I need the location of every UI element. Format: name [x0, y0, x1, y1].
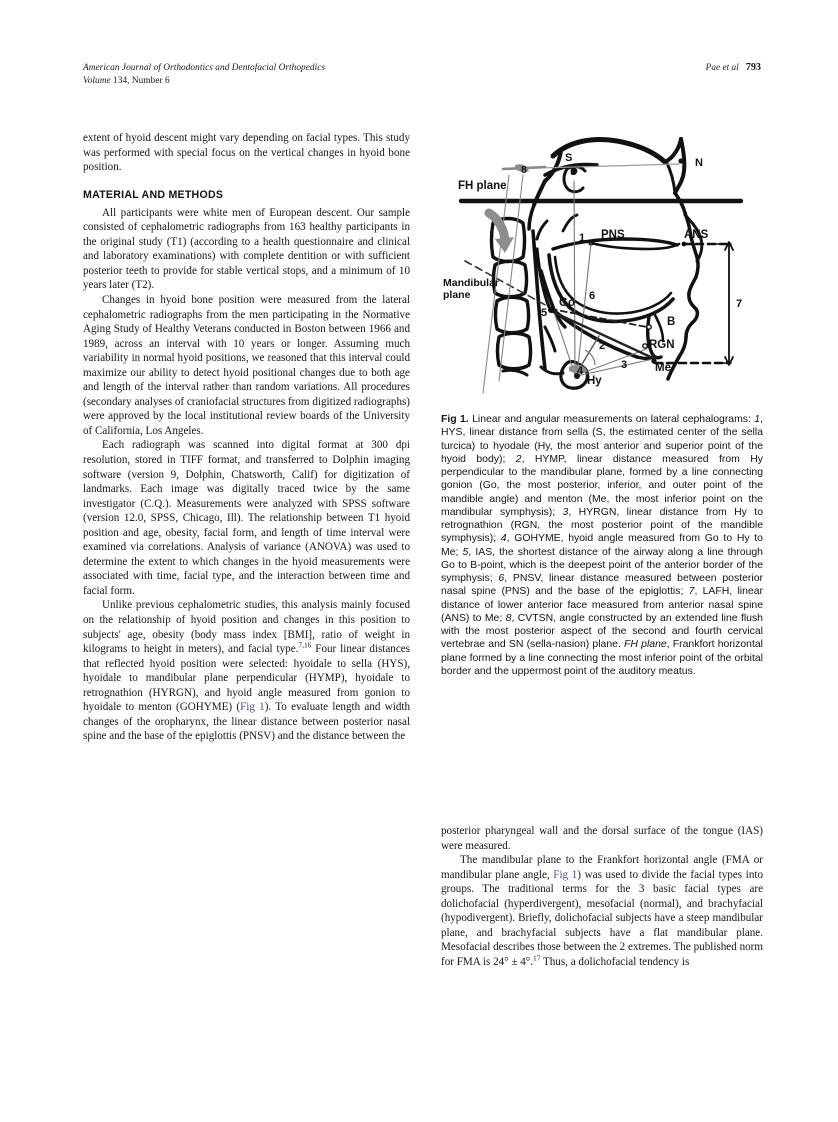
- paragraph-hyoid-changes: Changes in hyoid bone position were measured from the lateral cephalometric radiographs from the men participating in the Normative Aging Study of Healthy Veterans conducted in Boston between 1966 and 1989, across an interval with 10 years or longer. Assuming much variability in normal hyoid positions, we reasoned that this interval could maximize our ability to detect hyoid positional changes due to both age and length of the interval rather than random variations. All procedures (secondary analyses of craniofacial structures from digitized radiographs) were approved by the local institutional review boards of the University of California, Los Angeles.: [83, 293, 410, 437]
- paragraph-pharyngeal: posterior pharyngeal wall and the dorsal surface of the tongue (IAS) were measured.: [441, 825, 763, 852]
- cephalogram-tracing-image: [441, 131, 763, 399]
- volume-number: 134, Number 6: [110, 75, 170, 86]
- diagram-label-num6: 6: [589, 290, 596, 302]
- section-heading-material-and-methods: MATERIAL AND METHODS: [83, 189, 224, 202]
- caption-text-9: , Frankfort horizontal plane formed by a line connecting the most inferior point of the orbital border and the uppermost point of the auditory meatus.: [441, 639, 763, 677]
- diagram-label-gonion: Go: [559, 297, 575, 309]
- caption-num-3: 3: [562, 506, 569, 518]
- author-citation: Pae et al: [705, 63, 739, 73]
- caption-text-6: , PNSV, linear distance measured between posterior nasal spine (PNS) and the base of the epiglottis;: [441, 573, 763, 598]
- caption-fh-plane-italic: FH plane: [624, 639, 667, 651]
- reference-superscript-7-16: 7,16: [298, 640, 312, 650]
- paragraph-measurements: [83, 598, 410, 743]
- diagram-label-nasion: N: [695, 157, 703, 169]
- diagram-label-rgn: RGN: [649, 339, 675, 351]
- paragraph-measurements-text-c: ). To evaluate length and width changes of the oropharynx, the linear distance between posterior nasal spine and the base of the epiglottis (PNSV) and the distance between the: [83, 701, 411, 743]
- diagram-label-sella-lower: S: [570, 167, 577, 178]
- caption-text-3: , HYRGN, linear distance from Hy to retrognathion (RGN, the most posterior point of the mandible symphysis);: [441, 506, 764, 545]
- caption-text-7: , LAFH, linear distance of lower anterior face measured from anterior nasal spine (ANS) to Me;: [441, 586, 763, 624]
- running-head: [83, 62, 761, 96]
- caption-text-5: , IAS, the shortest distance of the airway along a line through Go to B-point, which is the deepest point of the anterior border of the symphysis;: [441, 546, 763, 584]
- figure-cross-reference-fig1-right[interactable]: Fig 1: [553, 868, 578, 881]
- diagram-label-num2: 2: [599, 340, 606, 352]
- paragraph-continued: extent of hyoid descent might vary depending on facial types. This study was performed with special focus on the vertical changes in hyoid bone position.: [83, 132, 410, 174]
- diagram-label-pns: PNS: [601, 229, 625, 241]
- diagram-label-num3: 3: [621, 359, 628, 371]
- figure-1-caption: [441, 413, 763, 678]
- caption-text-1: , HYS, linear distance from sella (S, the estimated center of the sella turcica) to hyodale (Hy, the most anterior and superior point of the hyoid body);: [441, 414, 763, 465]
- diagram-label-sella-upper: S: [565, 152, 573, 164]
- caption-intro: Linear and angular measurements on lateral cephalograms:: [468, 414, 755, 425]
- page-number: 793: [745, 62, 761, 73]
- figure-label: Fig 1.: [441, 414, 469, 425]
- paragraph-fma-text-b: ) was used to divide the facial types into groups. The traditional terms for the 3 basic facial types are dolichofacial (hyperdivergent), mesofacial (normal), and brachyfacial (hypodivergent). Briefly, dolichofacial subjects have a steep mandibular plane, and brachyfacial subjects have a flat mandibular plane. Mesofacial describes those between the 2 extremes. The published norm for FMA is 24° ± 4°.: [441, 868, 763, 968]
- diagram-label-hyoidale: Hy: [587, 375, 602, 387]
- caption-text-2: , HYMP, linear distance measured from Hy perpendicular to the mandibular plane, formed by a line connecting gonion (Go, the most posterior, inferior, and outer point of the mandible angle) and menton (Me, the most inferior point on the mandibular symphysis);: [441, 453, 763, 518]
- caption-text-8: , CVTSN, angle constructed by an extended line flush with the most posterior aspect of the second and fourth cervical vertebrae and SN (sella-nasion) plane.: [441, 612, 763, 651]
- caption-num-8: 8: [505, 612, 512, 624]
- caption-num-1: 1: [754, 414, 761, 425]
- reference-superscript-17: 17: [533, 953, 541, 963]
- diagram-label-b-point: B: [667, 316, 676, 328]
- diagram-label-num7: 7: [736, 298, 743, 310]
- figure-1: [441, 131, 763, 399]
- caption-num-2: 2: [515, 453, 522, 465]
- running-head-right: [706, 62, 761, 75]
- diagram-label-num1: 1: [579, 232, 586, 244]
- caption-num-7: 7: [688, 586, 695, 598]
- paragraph-participants: All participants were white men of European descent. Our sample consisted of cephalometric radiographs from 163 healthy participants in the original study (T1) (according to a health questionnaire and clinical and laboratory examinations) with complete dentition or with sufficient posterior teeth to provide for stable vertical stops, and a minimum of 10 years later (T2).: [83, 206, 410, 292]
- journal-title: American Journal of Orthodontics and Dentofacial Orthopedics: [83, 63, 326, 73]
- paragraph-radiograph-method: Each radiograph was scanned into digital format at 300 dpi resolution, stored in TIFF format, and transferred to Dolphin imaging software (version 9, Dolphin, Chatsworth, Calif) for digitization of landmarks. Each image was digitally traced twice by the same investigator (C.Q.). Measurements were analyzed with SPSS software (version 12.0, SPSS, Chicago, Ill). The relationship between T1 hyoid position and age, obesity, facial form, and length of time interval were examined via correlations. Analysis of variance (ANOVA) was used to determine the extent to which changes in the hyoid measurements were associated with time, facial type, and the interaction between time and facial form.: [83, 439, 410, 597]
- running-head-left: [83, 62, 325, 87]
- volume-label: Volume: [83, 75, 111, 86]
- paragraph-measurements-text-b: Four linear distances that reflected hyoid position were selected: hyoidale to sella (HYS), hyoidale to mandibular plane perpendicular (HYMP), hyoidale to retrognathion (HYRGN), and hyoid angle measured from gonion to hyoidale to menton (GOHYME) (: [83, 643, 410, 714]
- paragraph-fma: [441, 853, 763, 969]
- caption-num-6: 6: [498, 573, 505, 584]
- figure-cross-reference-fig1[interactable]: Fig 1: [240, 701, 265, 714]
- diagram-label-num5: 5: [541, 307, 548, 319]
- diagram-label-num8: 8: [521, 164, 527, 176]
- diagram-label-mandibular-plane-line2: plane: [443, 289, 471, 301]
- caption-text-4: , GOHYME, hyoid angle measured from Go to Hy to Me;: [441, 533, 763, 558]
- paragraph-fma-text-a: The mandibular plane to the Frankfort horizontal angle (FMA or mandibular plane angle,: [441, 854, 763, 881]
- diagram-label-fh-plane: FH plane: [458, 180, 507, 192]
- diagram-label-mandibular-plane-line1: Mandibular: [443, 277, 500, 289]
- diagram-label-menton: Me: [655, 362, 671, 374]
- right-text-column: [441, 824, 763, 969]
- left-text-column: [83, 131, 410, 744]
- caption-num-5: 5: [462, 546, 469, 558]
- volume-issue: [83, 75, 325, 88]
- paragraph-fma-text-c: Thus, a dolichofacial tendency is: [540, 955, 690, 968]
- diagram-label-ans: ANS: [684, 229, 709, 241]
- paragraph-measurements-text-a: Unlike previous cephalometric studies, this analysis mainly focused on the relationship of hyoid position and changes in this position to subjects' age, obesity (body mass index [BMI], ratio of weight in kilograms to height in meters), and facial type.: [83, 599, 410, 656]
- caption-num-4: 4: [500, 533, 507, 545]
- diagram-label-num4: 4: [577, 365, 584, 377]
